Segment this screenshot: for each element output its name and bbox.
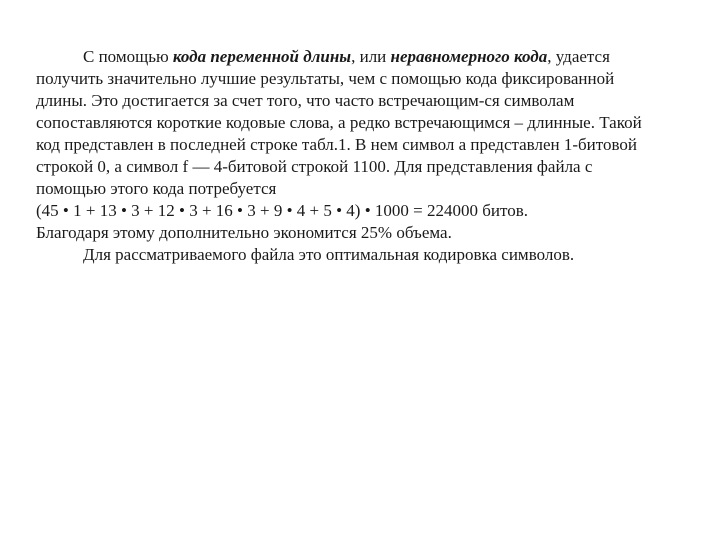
text-line: помощью этого кода потребуется xyxy=(36,179,277,198)
text-fragment: , удается xyxy=(547,47,610,66)
text-fragment: С помощью xyxy=(83,47,173,66)
text-line: длины. Это достигается за счет того, что часто встречающим-ся символам xyxy=(36,91,575,110)
text-line: сопоставляются короткие кодовые слова, а редко встречающимся – длинные. Такой xyxy=(36,113,642,132)
term-variable-length-code: кода переменной длины xyxy=(172,47,352,66)
term-nonuniform-code: неравномерного кода xyxy=(390,47,548,66)
text-line: код представлен в последней строке табл.1. В нем символ а представлен 1-битовой xyxy=(36,135,637,154)
body-text xyxy=(36,46,698,266)
text-line: Благодаря этому дополнительно экономится 25% объема. xyxy=(36,223,452,242)
text-line: строкой 0, а символ f — 4-битовой строкой 1100. Для представления файла с xyxy=(36,157,593,176)
text-fragment: , или xyxy=(351,47,391,66)
text-line: Для рассматриваемого файла это оптимальная кодировка символов. xyxy=(83,245,575,264)
formula-line: (45 • 1 + 13 • 3 + 12 • 3 + 16 • 3 + 9 • 4 + 5 • 4) • 1000 = 224000 битов. xyxy=(36,201,528,220)
text-line xyxy=(36,46,698,68)
text-line: получить значительно лучшие результаты, чем с помощью кода фиксированной xyxy=(36,69,615,88)
